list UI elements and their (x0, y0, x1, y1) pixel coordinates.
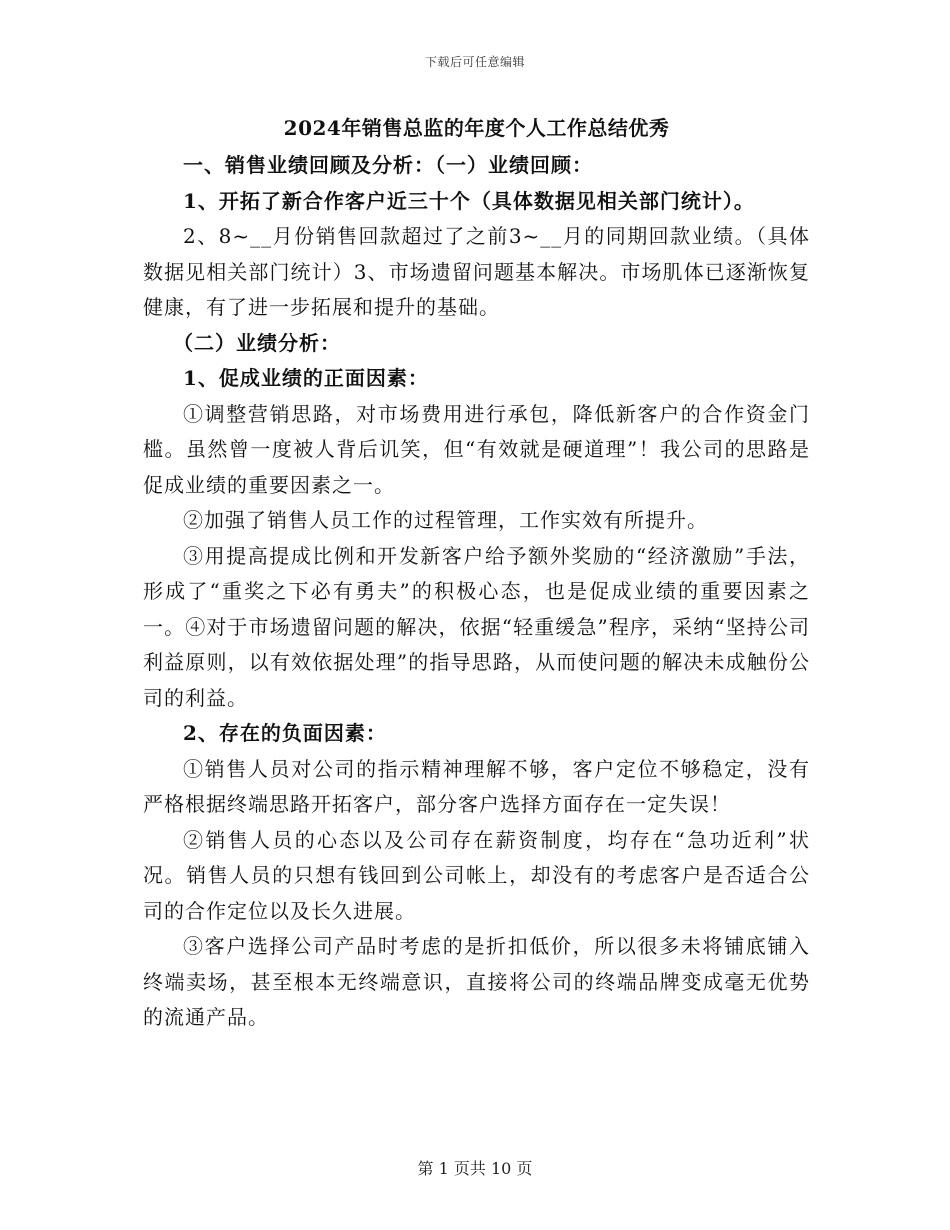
negative-factor-1: ①销售人员对公司的指示精神理解不够，客户定位不够稳定，没有严格根据终端思路开拓客户，部分客户选择方面存在一定失误！ (143, 756, 810, 816)
document-body (143, 112, 810, 1036)
document-title: 2024年销售总监的年度个人工作总结优秀 (283, 116, 670, 140)
section1-heading: 一、销售业绩回顾及分析：（一）业绩回顾： (183, 153, 593, 177)
header-note: 下载后可任意编辑 (424, 55, 525, 69)
positive-factors-heading: 1、促成业绩的正面因素： (183, 366, 429, 390)
negative-factor-3: ③客户选择公司产品时考虑的是折扣低价，所以很多未将铺底铺入终端卖场，甚至根本无终端意识，直接将公司的终端品牌变成毫无优势的流通产品。 (143, 934, 810, 1029)
page-number: 第 1 页共 10 页 (417, 1159, 533, 1178)
positive-factor-1: ①调整营销思路，对市场费用进行承包，降低新客户的合作资金门槛。虽然曾一度被人背后讥笑，但“有效就是硬道理”！我公司的思路是促成业绩的重要因素之一。 (143, 401, 810, 497)
performance-analysis-heading: （二）业绩分析： (173, 330, 341, 355)
negative-factor-2: ②销售人员的心态以及公司存在薪资制度，均存在“急功近利”状况。销售人员的只想有钱回到公司帐上，却没有的考虑客户是否适合公司的合作定位以及长久进展。 (143, 827, 810, 923)
negative-factors-heading: 2、存在的负面因素： (183, 721, 387, 745)
positive-factor-2: ②加强了销售人员工作的过程管理，工作实效有所提升。 (183, 508, 708, 532)
achievement-item-2: 2、8~__月份销售回款超过了之前3~__月的同期回款业绩。（具体数据见相关部门统计）3、市场遗留问题基本解决。市场肌体已逐渐恢复健康，有了进一步拓展和提升的基础。 (143, 224, 810, 319)
positive-factor-3: ③用提高提成比例和开发新客户给予额外奖励的“经济激励”手法，形成了“重奖之下必有勇夫”的积极心态，也是促成业绩的重要因素之一。④对于市场遗留问题的解决，依据“轻重缓急”程序，采纳“坚持公司利益原则，以有效依据处理”的指导思路，从而使问题的解决未成触份公司的利益。 (143, 543, 810, 710)
achievement-item-1: 1、开拓了新合作客户近三十个（具体数据见相关部门统计）。 (183, 188, 755, 213)
